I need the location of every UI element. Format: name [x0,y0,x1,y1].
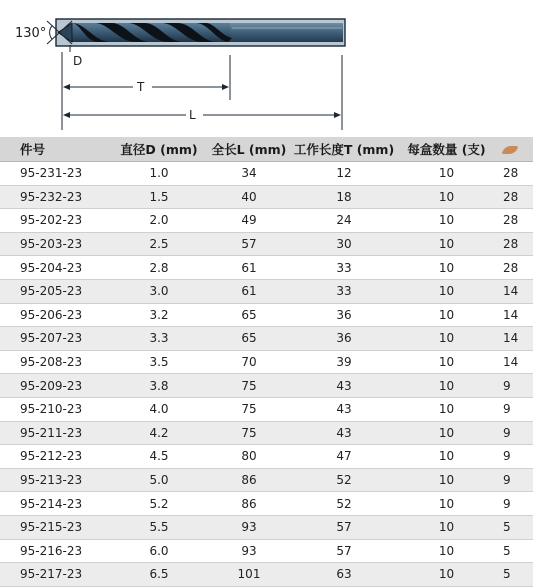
table-row [0,421,533,445]
cell-part-no: 95-210-23 [0,397,110,421]
cell-extra: 28 [495,162,533,186]
table-row [0,468,533,492]
cell-extra: 14 [495,303,533,327]
cell-box-qty: 10 [398,232,495,256]
table-row [0,374,533,398]
cell-diameter: 6.5 [110,563,208,587]
cell-part-no: 95-213-23 [0,468,110,492]
cell-diameter: 4.0 [110,397,208,421]
header-box-qty: 每盒数量 (支) [398,137,495,162]
cell-box-qty: 10 [398,468,495,492]
cell-work-length: 43 [290,374,398,398]
cell-diameter: 3.5 [110,350,208,374]
cell-extra: 9 [495,421,533,445]
table-row [0,350,533,374]
cell-box-qty: 10 [398,303,495,327]
cell-work-length: 57 [290,515,398,539]
cell-extra: 9 [495,468,533,492]
table-row [0,445,533,469]
table-row [0,279,533,303]
table-row [0,515,533,539]
header-extra [495,137,533,162]
cell-part-no: 95-209-23 [0,374,110,398]
cell-diameter: 2.0 [110,209,208,233]
cell-diameter: 5.0 [110,468,208,492]
table-row [0,492,533,516]
cell-box-qty: 10 [398,185,495,209]
cell-diameter: 5.2 [110,492,208,516]
cell-box-qty: 10 [398,327,495,351]
cell-diameter: 3.8 [110,374,208,398]
cell-part-no: 95-203-23 [0,232,110,256]
cell-work-length: 47 [290,445,398,469]
cell-diameter: 6.0 [110,539,208,563]
table-header-row [0,137,533,162]
header-work-length: 工作长度T (mm) [290,137,398,162]
cell-extra: 28 [495,185,533,209]
header-total-length: 全长L (mm) [208,137,290,162]
cell-work-length: 57 [290,539,398,563]
cell-work-length: 33 [290,279,398,303]
work-length-label: T [137,80,145,94]
cell-extra: 28 [495,209,533,233]
cell-extra: 14 [495,327,533,351]
cell-work-length: 52 [290,468,398,492]
diameter-label: D [73,54,83,68]
cell-extra: 9 [495,445,533,469]
cell-box-qty: 10 [398,374,495,398]
cell-box-qty: 10 [398,421,495,445]
header-diameter: 直径D (mm) [110,137,208,162]
cell-total-length: 75 [208,397,290,421]
cell-total-length: 70 [208,350,290,374]
cell-part-no: 95-202-23 [0,209,110,233]
cell-extra: 5 [495,515,533,539]
header-leaf-icon [502,146,519,154]
cell-extra: 14 [495,279,533,303]
cell-extra: 5 [495,539,533,563]
table-row [0,209,533,233]
cell-box-qty: 10 [398,515,495,539]
cell-part-no: 95-206-23 [0,303,110,327]
cell-total-length: 65 [208,303,290,327]
cell-work-length: 30 [290,232,398,256]
cell-extra: 5 [495,563,533,587]
cell-extra: 28 [495,256,533,280]
cell-work-length: 33 [290,256,398,280]
cell-box-qty: 10 [398,162,495,186]
table-row [0,232,533,256]
cell-diameter: 1.0 [110,162,208,186]
work-length-dimension [63,80,229,94]
cell-diameter: 1.5 [110,185,208,209]
cell-diameter: 3.3 [110,327,208,351]
cell-extra: 14 [495,350,533,374]
cell-total-length: 61 [208,279,290,303]
table-row [0,397,533,421]
drill-bit-shape [56,19,345,46]
cell-diameter: 4.5 [110,445,208,469]
cell-total-length: 86 [208,468,290,492]
cell-box-qty: 10 [398,256,495,280]
cell-part-no: 95-207-23 [0,327,110,351]
cell-box-qty: 10 [398,563,495,587]
table-row [0,185,533,209]
cell-work-length: 12 [290,162,398,186]
table-body [0,162,533,587]
total-length-dimension [63,108,341,122]
cell-total-length: 86 [208,492,290,516]
cell-diameter: 3.2 [110,303,208,327]
table-row [0,539,533,563]
cell-part-no: 95-212-23 [0,445,110,469]
cell-work-length: 36 [290,327,398,351]
cell-diameter: 4.2 [110,421,208,445]
cell-total-length: 93 [208,515,290,539]
cell-work-length: 39 [290,350,398,374]
cell-box-qty: 10 [398,209,495,233]
cell-part-no: 95-232-23 [0,185,110,209]
cell-box-qty: 10 [398,539,495,563]
cell-part-no: 95-208-23 [0,350,110,374]
cell-work-length: 18 [290,185,398,209]
cell-box-qty: 10 [398,445,495,469]
cell-part-no: 95-204-23 [0,256,110,280]
cell-total-length: 57 [208,232,290,256]
cell-part-no: 95-205-23 [0,279,110,303]
cell-work-length: 63 [290,563,398,587]
cell-extra: 9 [495,397,533,421]
cell-part-no: 95-214-23 [0,492,110,516]
header-part-no: 件号 [0,137,110,162]
table-row [0,303,533,327]
cell-work-length: 24 [290,209,398,233]
cell-total-length: 65 [208,327,290,351]
cell-total-length: 61 [208,256,290,280]
cell-total-length: 101 [208,563,290,587]
cell-extra: 9 [495,492,533,516]
cell-total-length: 34 [208,162,290,186]
cell-box-qty: 10 [398,397,495,421]
cell-work-length: 36 [290,303,398,327]
cell-extra: 28 [495,232,533,256]
cell-diameter: 2.8 [110,256,208,280]
cell-diameter: 5.5 [110,515,208,539]
cell-extra: 9 [495,374,533,398]
cell-total-length: 93 [208,539,290,563]
cell-part-no: 95-231-23 [0,162,110,186]
total-length-label: L [189,108,196,122]
cell-total-length: 75 [208,421,290,445]
table-row [0,327,533,351]
cell-total-length: 75 [208,374,290,398]
cell-work-length: 43 [290,421,398,445]
cell-total-length: 80 [208,445,290,469]
cell-part-no: 95-216-23 [0,539,110,563]
cell-total-length: 49 [208,209,290,233]
cell-total-length: 40 [208,185,290,209]
angle-label: 130° [15,26,47,41]
spec-table [0,137,533,587]
cell-diameter: 2.5 [110,232,208,256]
table-row [0,162,533,186]
table-row [0,256,533,280]
cell-work-length: 43 [290,397,398,421]
drill-bit-diagram [0,0,546,140]
cell-diameter: 3.0 [110,279,208,303]
cell-part-no: 95-217-23 [0,563,110,587]
cell-box-qty: 10 [398,279,495,303]
cell-part-no: 95-215-23 [0,515,110,539]
cell-box-qty: 10 [398,350,495,374]
cell-box-qty: 10 [398,492,495,516]
cell-work-length: 52 [290,492,398,516]
cell-part-no: 95-211-23 [0,421,110,445]
table-row [0,563,533,587]
